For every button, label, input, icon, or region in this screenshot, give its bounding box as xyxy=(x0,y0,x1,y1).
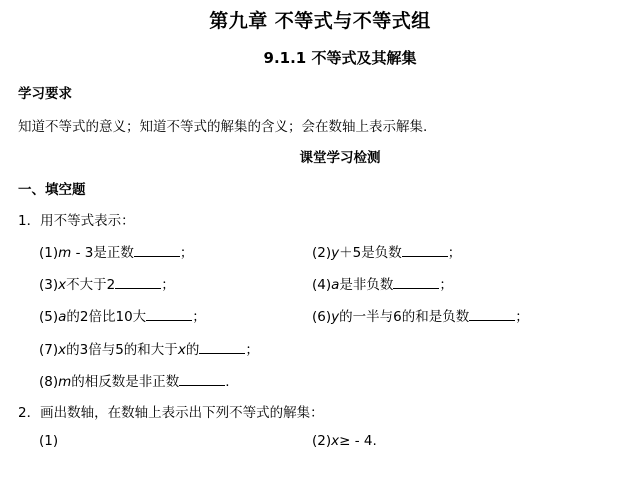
question-1-stem: 1．用不等式表示： xyxy=(18,213,135,229)
question-1-item-4: (4)a是非负数 ； xyxy=(312,277,453,293)
part-one-heading: 一、填空题 xyxy=(18,182,86,198)
question-2-item-2: (2)x≥ - 4. xyxy=(312,433,377,449)
answer-blank[interactable] xyxy=(469,308,515,321)
question-1-item-5: (5)a的2倍比10大 ； xyxy=(39,309,206,325)
answer-blank[interactable] xyxy=(179,373,225,386)
section-title: 9.1.1 不等式及其解集 xyxy=(263,49,417,67)
question-2-item-1: (1) xyxy=(39,433,59,449)
answer-blank[interactable] xyxy=(393,276,439,289)
classroom-check-title: 课堂学习检测 xyxy=(299,150,381,166)
question-1-item-8: (8)m的相反数是非正数 . xyxy=(39,374,230,390)
answer-blank[interactable] xyxy=(115,276,161,289)
requirements-text: 知道不等式的意义；知道不等式的解集的含义；会在数轴上表示解集. xyxy=(18,119,428,135)
question-1-item-1: (1)m - 3是正数 ； xyxy=(39,245,194,261)
chapter-title: 第九章 不等式与不等式组 xyxy=(209,10,431,32)
requirements-heading: 学习要求 xyxy=(18,86,72,102)
answer-blank[interactable] xyxy=(402,244,448,257)
question-1-item-2: (2)y＋5是负数 ； xyxy=(312,245,462,261)
question-2-stem: 2．画出数轴，在数轴上表示出下列不等式的解集： xyxy=(18,405,324,421)
question-1-item-7: (7)x的3倍与5的和大于x的 ； xyxy=(39,342,259,358)
question-1-item-6: (6)y的一半与6的和是负数 ； xyxy=(312,309,529,325)
question-1-item-3: (3)x不大于2 ； xyxy=(39,277,175,293)
answer-blank[interactable] xyxy=(134,244,180,257)
answer-blank[interactable] xyxy=(146,308,192,321)
answer-blank[interactable] xyxy=(199,341,245,354)
